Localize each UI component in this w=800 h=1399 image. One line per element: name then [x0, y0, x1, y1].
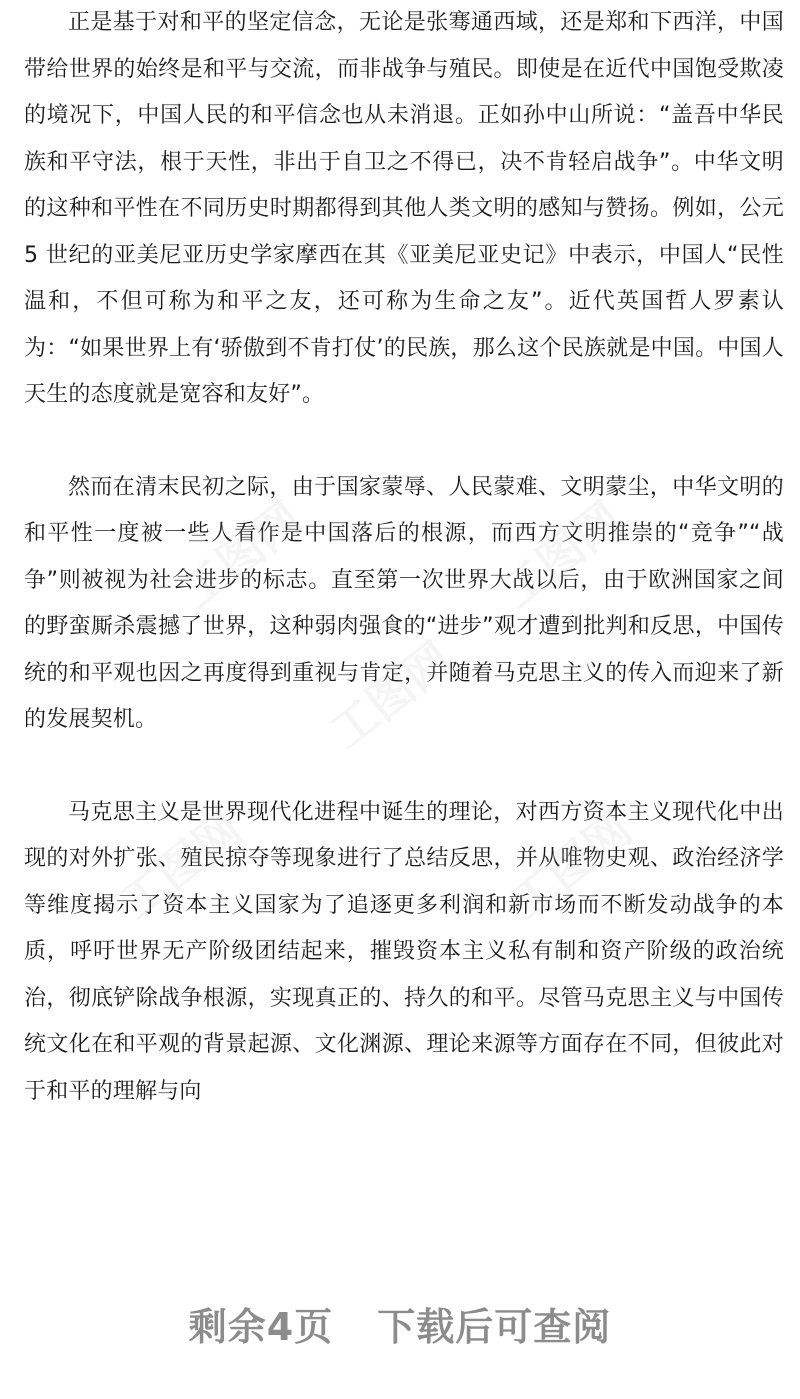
- paragraph-1: 正是基于对和平的坚定信念，无论是张骞通西域，还是郑和下西洋，中国带给世界的始终是和平与交流，而非战争与殖民。即使是在近代中国饱受欺凌的境况下，中国人民的和平信念也从未消退。正如孙中山所说：“盖吾中华民族和平守法，根于天性，非出于自卫之不得已，决不肯轻启战争”。中华文明的这种和平性在不同历史时期都得到其他人类文明的感知与赞扬。例如，公元 5 世纪的亚美尼亚历史学家摩西在其《亚美尼亚史记》中表示，中国人“民性温和，不但可称为和平之友，还可称为生命之友”。近代英国哲人罗素认为：“如果世界上有‘骄傲到不肯打仗’的民族，那么这个民族就是中国。中国人天生的态度就是宽容和友好”。: [24, 10, 784, 407]
- watermark-1: 工图网: [169, 491, 312, 620]
- download-hint-label: 下载后可查阅: [377, 1305, 612, 1349]
- download-notice[interactable]: [0, 1296, 800, 1351]
- paragraph-spacer: [24, 744, 784, 790]
- watermark-5: 工图网: [499, 801, 642, 930]
- watermark-2: 工图网: [489, 491, 632, 620]
- remaining-pages-label: 剩余4页: [188, 1305, 334, 1349]
- paragraph-3: 马克思主义是世界现代化进程中诞生的理论，对西方资本主义现代化中出现的对外扩张、殖民掠夺等现象进行了总结反思，并从唯物史观、政治经济学等维度揭示了资本主义国家为了追逐更多利润和新市场而不断发动战争的本质，呼吁世界无产阶级团结起来，摧毁资本主义私有制和资产阶级的政治统治，彻底铲除战争根源，实现真正的、持久的和平。尽管马克思主义与中国传统文化在和平观的背景起源、文化渊源、理论来源等方面存在不同，但彼此对于和平的理解与向: [24, 799, 784, 1104]
- watermark-4: 工图网: [109, 801, 252, 930]
- paragraph-spacer: [24, 419, 784, 465]
- watermark-3: 工图网: [319, 631, 462, 760]
- document-body: [24, 0, 784, 1115]
- paragraph-2: 然而在清末民初之际，由于国家蒙辱、人民蒙难、文明蒙尘，中华文明的和平性一度被一些人看作是中国落后的根源，而西方文明推崇的“竞争”“战争”则被视为社会进步的标志。直至第一次世界大战以后，由于欧洲国家之间的野蛮厮杀震撼了世界，这种弱肉强食的“进步”观才遭到批判和反思，中国传统的和平观也因之再度得到重视与肯定，并随着马克思主义的传入而迎来了新的发展契机。: [24, 474, 784, 732]
